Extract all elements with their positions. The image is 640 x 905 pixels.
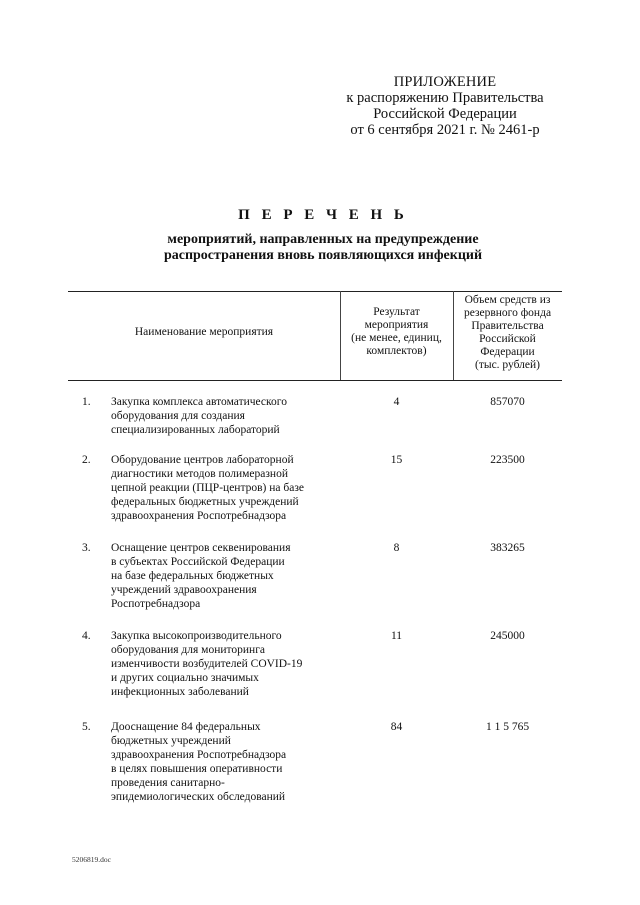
header-line: Правительства: [471, 320, 544, 332]
row-name-line: оборудования для создания: [111, 410, 245, 422]
header-line: Результат: [373, 306, 420, 318]
row-amount: 245000: [490, 630, 525, 642]
row-name-line: Оборудование центров лабораторной: [111, 454, 294, 466]
row-name-line: Закупка высокопроизводительного: [111, 630, 282, 642]
row-name-line: и других социально значимых: [111, 672, 259, 684]
header-name: [68, 326, 340, 339]
header-line: Российской: [479, 333, 536, 345]
row-name-line: в целях повышения оперативности: [111, 763, 283, 775]
row-result: 8: [393, 542, 400, 554]
row-name-line: инфекционных заболеваний: [111, 686, 249, 698]
row-name-line: специализированных лабораторий: [111, 424, 280, 436]
row-number: 4.: [82, 630, 91, 642]
header-result: [340, 306, 453, 358]
row-name-line: на базе федеральных бюджетных: [111, 570, 274, 582]
header-line: (тыс. рублей): [474, 359, 541, 371]
row-name-line: здравоохранения Роспотребнадзора: [111, 749, 287, 761]
subtitle-line: мероприятий, направленных на предупреждение: [167, 232, 479, 247]
row-name-line: Закупка комплекса автоматического: [111, 396, 287, 408]
table-header: [68, 291, 562, 381]
row-name-line: Роспотребнадзора: [111, 598, 201, 610]
row-result: 84: [390, 721, 403, 733]
appendix-block: [330, 74, 560, 138]
row-name: [111, 629, 302, 699]
appendix-line: от 6 сентября 2021 г. № 2461-р: [350, 122, 540, 138]
row-number: 1.: [82, 396, 91, 408]
row-number: 5.: [82, 721, 91, 733]
row-name-line: федеральных бюджетных учреждений: [111, 496, 299, 508]
header-line: Объем средств из: [464, 294, 551, 306]
row-name-line: эпидемиологических обследований: [111, 791, 286, 803]
table-header-rule: [68, 380, 562, 381]
document-title: П Е Р Е Ч Е Н Ь: [238, 207, 408, 223]
subtitle-line: распространения вновь появляющихся инфекций: [163, 248, 483, 263]
row-name-line: бюджетных учреждений: [111, 735, 231, 747]
row-name: [111, 720, 286, 804]
row-amount: 223500: [490, 454, 525, 466]
row-amount: 1 1 5 765: [485, 721, 530, 733]
row-amount: 383265: [490, 542, 525, 554]
row-result: 11: [390, 630, 403, 642]
appendix-title: ПРИЛОЖЕНИЕ: [393, 74, 497, 90]
appendix-line: Российской Федерации: [373, 106, 517, 122]
document-subtitle: [0, 232, 640, 264]
row-name-line: Дооснащение 84 федеральных: [111, 721, 261, 733]
row-name-line: диагностики методов полимеразной: [111, 468, 288, 480]
row-number: 2.: [82, 454, 91, 466]
appendix-line: к распоряжению Правительства: [346, 90, 544, 106]
row-name-line: цепной реакции (ПЦР-центров) на базе: [111, 482, 304, 494]
row-number: 3.: [82, 542, 91, 554]
header-line: комплектов): [366, 345, 427, 357]
row-name-line: здравоохранения Роспотребнадзора: [111, 510, 287, 522]
header-line: Наименование мероприятия: [134, 326, 274, 338]
row-result: 4: [393, 396, 400, 408]
header-line: (не менее, единиц,: [351, 332, 442, 344]
table-top-rule: [68, 291, 562, 292]
row-name-line: Оснащение центров секвенирования: [111, 542, 291, 554]
row-amount: 857070: [490, 396, 525, 408]
header-line: мероприятия: [364, 319, 429, 331]
row-name-line: изменчивости возбудителей COVID-19: [111, 658, 303, 670]
header-line: резервного фонда: [463, 307, 552, 319]
header-line: Федерации: [480, 346, 535, 358]
row-name: [111, 395, 287, 437]
row-name-line: учреждений здравоохранения: [111, 584, 257, 596]
row-result: 15: [390, 454, 403, 466]
row-name: [111, 453, 304, 523]
row-name-line: проведения санитарно-: [111, 777, 225, 789]
row-name-line: оборудования для мониторинга: [111, 644, 266, 656]
row-name-line: в субъектах Российской Федерации: [111, 556, 285, 568]
header-amount: [453, 294, 562, 372]
footer-file-code: 5206819.doc: [72, 855, 111, 864]
row-name: [111, 541, 291, 611]
